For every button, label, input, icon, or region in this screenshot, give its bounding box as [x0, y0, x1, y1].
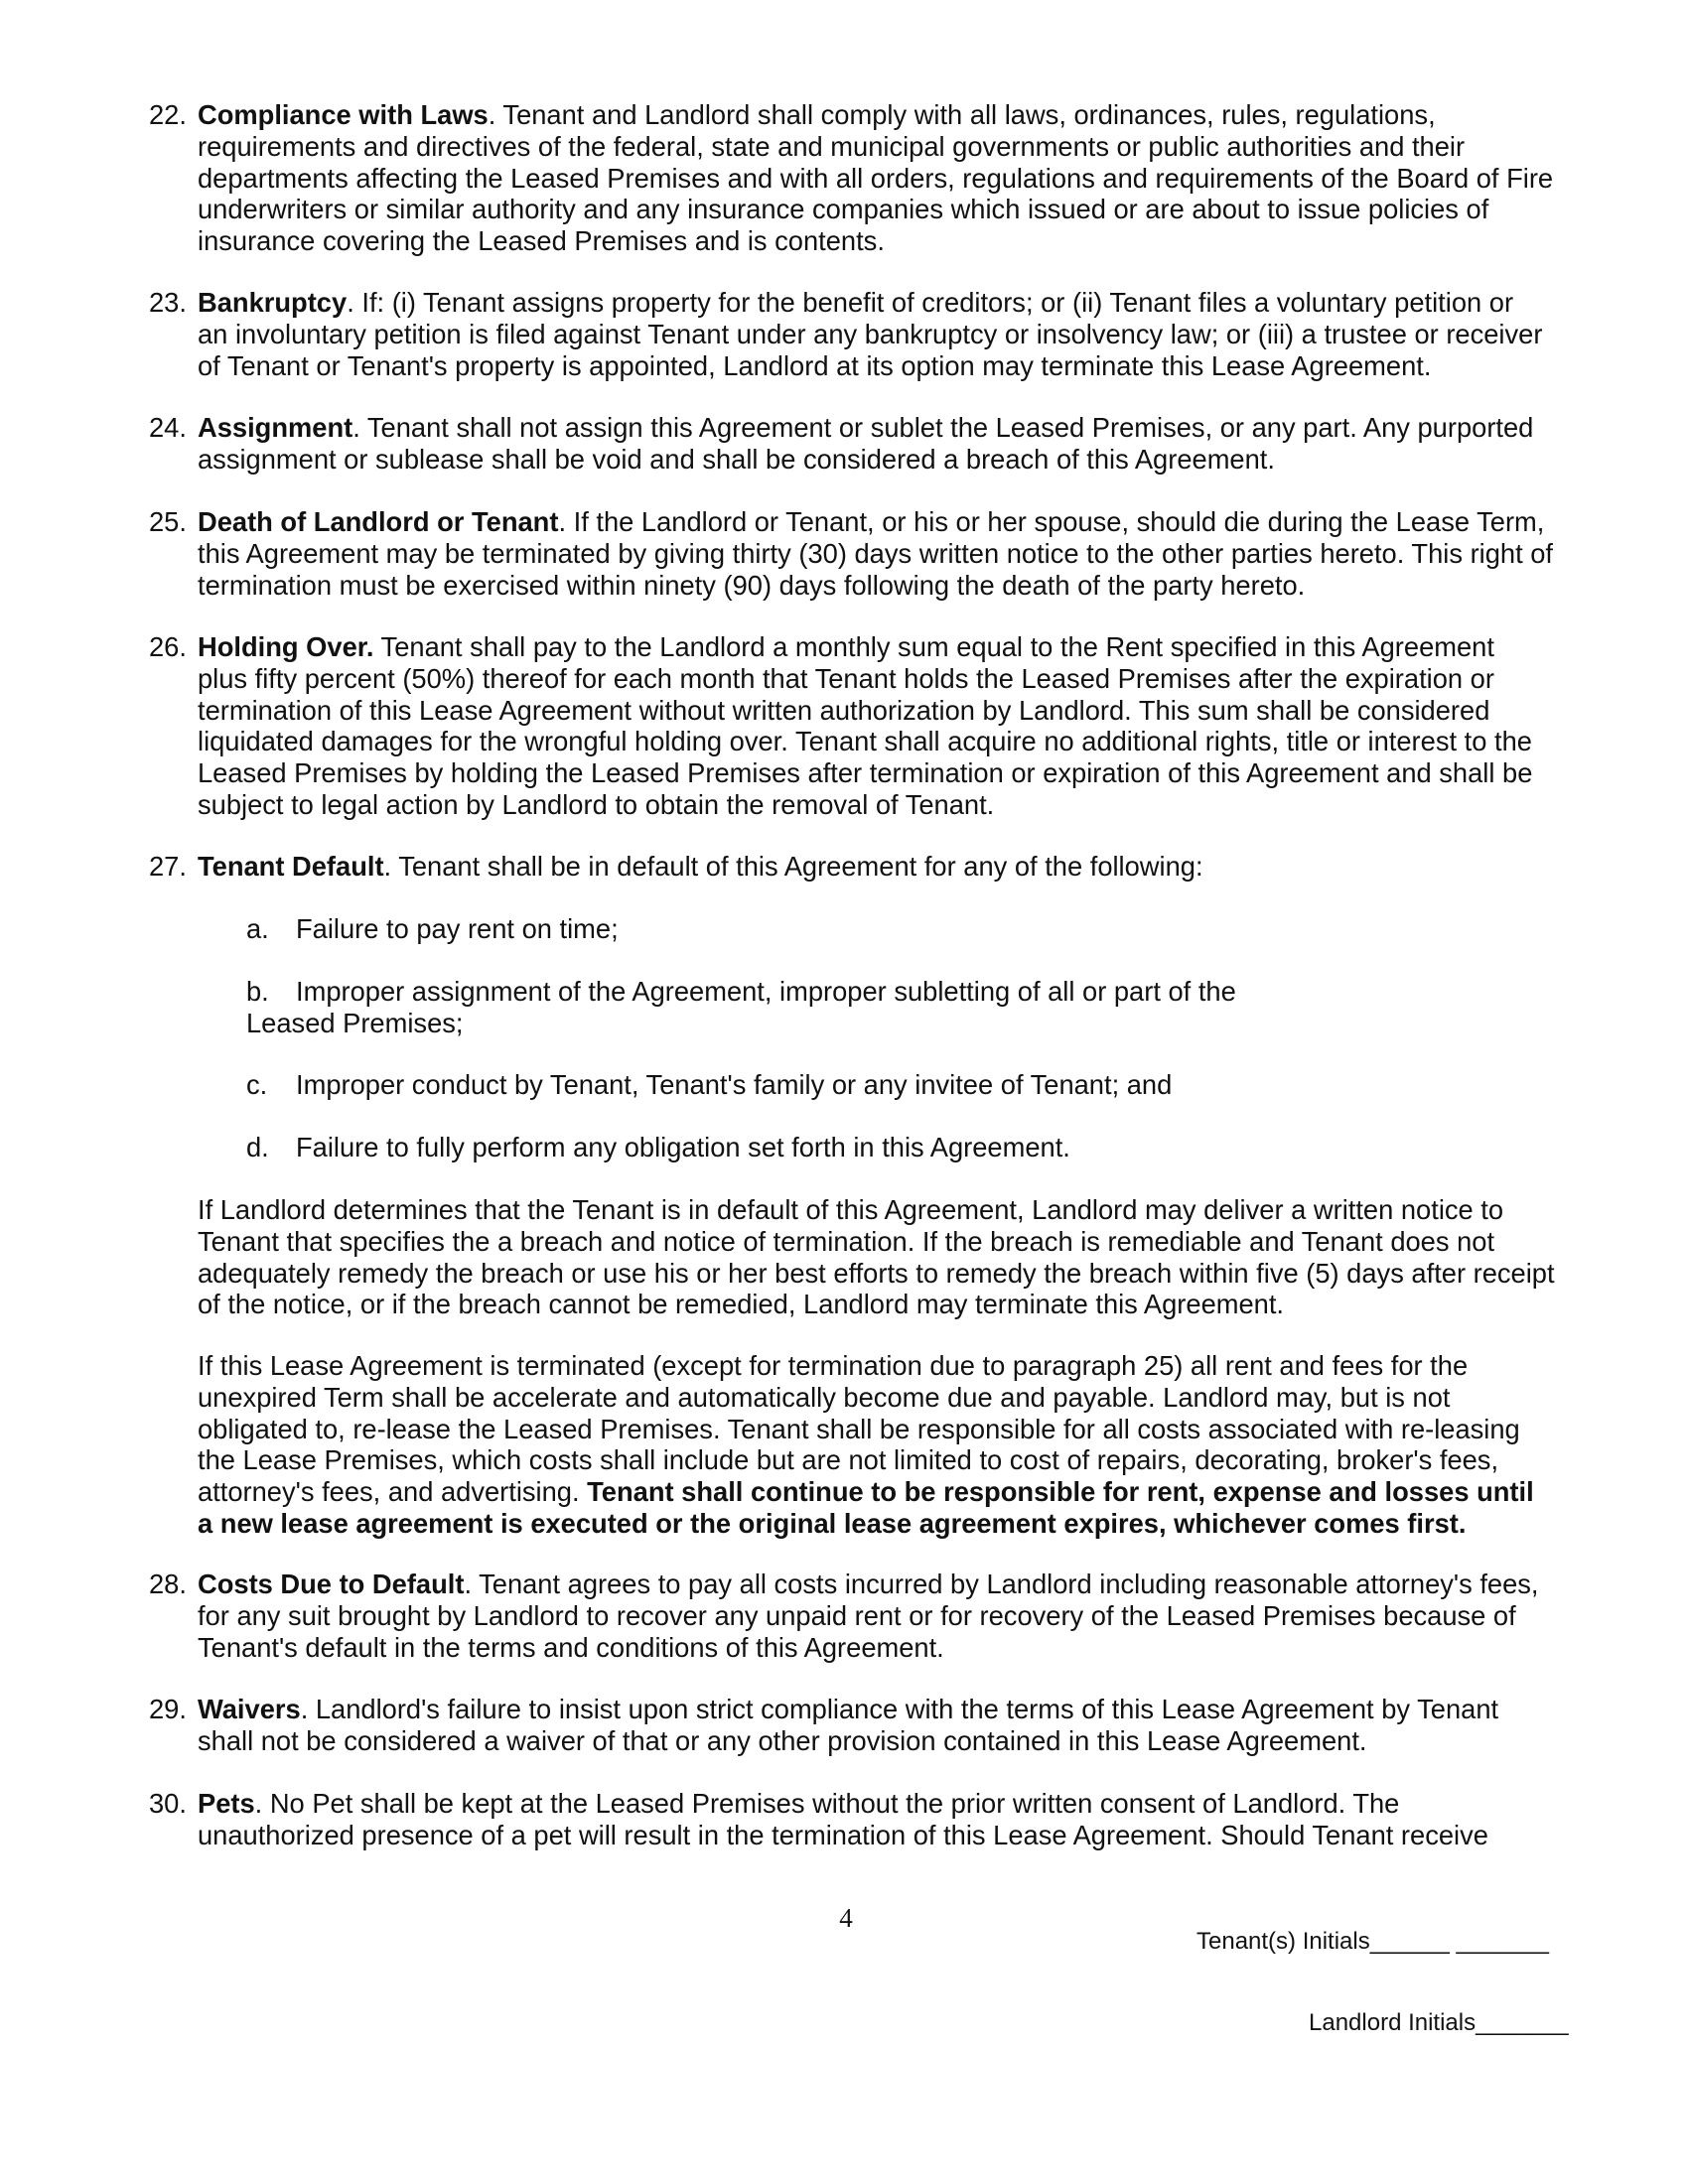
section-number: 24.	[149, 412, 187, 443]
section-number: 25.	[149, 506, 187, 537]
paragraph-line: attorney's fees, and advertising. Tenant shall continue to be responsible for rent, expense and losses until	[198, 1476, 1534, 1508]
item-letter: c.	[246, 1069, 268, 1100]
section-line: Tenant Default. Tenant shall be in default of this Agreement for any of the following:	[198, 851, 1203, 882]
paragraph-line	[198, 1508, 1588, 1540]
paragraph-line: of the notice, or if the breach cannot be remedied, Landlord may terminate this Agreement.	[198, 1289, 1285, 1320]
section-line: Assignment. Tenant shall not assign this Agreement or sublet the Leased Premises, or any part. Any purported	[198, 412, 1534, 443]
section-body	[198, 506, 1579, 601]
section-body	[198, 851, 1579, 883]
section-line: underwriters or similar authority and any insurance companies which issued or are about to issue policies of	[198, 194, 1489, 225]
section-line: Waivers. Landlord's failure to insist upon strict compliance with the terms of this Lease Agreement by Tenant	[198, 1694, 1499, 1724]
paragraph-line: If Landlord determines that the Tenant is in default of this Agreement, Landlord may deliver a written notice to	[198, 1194, 1504, 1225]
page-number: 4	[839, 1903, 853, 1933]
item-letter: d.	[246, 1132, 269, 1162]
section-body	[198, 99, 1579, 257]
section-heading: Assignment	[198, 412, 353, 443]
section-heading: Costs Due to Default	[198, 1569, 465, 1599]
item-text-continued: Leased Premises;	[246, 1008, 464, 1038]
section-number: 29.	[149, 1694, 187, 1724]
section-line: shall not be considered a waiver of that or any other provision contained in this Lease Agreement.	[198, 1724, 1367, 1756]
paragraph-line: the Lease Premises, which costs shall include but are not limited to cost of repairs, decorating, broker's fees,	[198, 1444, 1499, 1476]
section-line: subject to legal action by Landlord to obtain the removal of Tenant.	[198, 788, 995, 820]
section-line: Bankruptcy. If: (i) Tenant assigns property for the benefit of creditors; or (ii) Tenant files a voluntary petition or	[198, 287, 1514, 318]
section-heading: Death of Landlord or Tenant	[198, 506, 559, 537]
section-body	[198, 1788, 1579, 1851]
section-number: 28.	[149, 1569, 187, 1599]
section-line: plus fifty percent (50%) thereof for each month that Tenant holds the Leased Premises after the expiration or	[198, 662, 1494, 694]
section-line: Tenant's default in the terms and conditions of this Agreement.	[198, 1631, 944, 1663]
section-line: unauthorized presence of a pet will result in the termination of this Lease Agreement. Should Tenant receive	[198, 1819, 1488, 1850]
paragraph-line: obligated to, re-lease the Leased Premises. Tenant shall be responsible for all costs associated with re-leasing	[198, 1413, 1520, 1444]
section-line: Leased Premises by holding the Leased Premises after termination or expiration of this Agreement and shall be	[198, 757, 1533, 789]
landlord-initials-line: Landlord Initials_______	[1309, 2009, 1569, 2036]
section-line: Holding Over. Tenant shall pay to the Landlord a monthly sum equal to the Rent specified in this Agreement	[198, 631, 1494, 662]
section-line: Costs Due to Default. Tenant agrees to pay all costs incurred by Landlord including reasonable attorney's fees,	[198, 1569, 1539, 1599]
section-line: Compliance with Laws. Tenant and Landlord shall comply with all laws, ordinances, rules, regulations,	[198, 99, 1436, 130]
section-line: liquidated damages for the wrongful holding over. Tenant shall acquire no additional rights, title or interest to the	[198, 726, 1532, 757]
termination-paragraph	[198, 1350, 1588, 1540]
paragraph-line: If this Lease Agreement is terminated (except for termination due to paragraph 25) all rent and fees for the	[198, 1350, 1469, 1381]
section-number: 23.	[149, 287, 187, 318]
section-heading: Waivers	[198, 1694, 301, 1724]
item-text: Failure to pay rent on time;	[296, 913, 619, 944]
section-heading: Tenant Default	[198, 851, 384, 882]
default-notice-paragraph	[198, 1194, 1588, 1320]
section-heading: Holding Over.	[198, 631, 374, 662]
section-body	[198, 631, 1579, 821]
bold-clause: a new lease agreement is executed or the original lease agreement expires, whichever comes first.	[198, 1507, 1467, 1539]
section-line: Pets. No Pet shall be kept at the Leased Premises without the prior written consent of Landlord. The	[198, 1788, 1400, 1819]
section-heading: Compliance with Laws	[198, 99, 489, 130]
section-line: termination of this Lease Agreement without written authorization by Landlord. This sum shall be considered	[198, 694, 1490, 726]
section-body	[198, 287, 1579, 381]
item-letter: b.	[246, 976, 269, 1007]
section-line: requirements and directives of the federal, state and municipal governments or public authorities and their	[198, 130, 1466, 162]
section-line: Death of Landlord or Tenant. If the Landlord or Tenant, or his or her spouse, should die during the Lease Term,	[198, 506, 1545, 537]
item-text: Improper conduct by Tenant, Tenant's family or any invitee of Tenant; and	[296, 1069, 1173, 1100]
section-number: 30.	[149, 1788, 187, 1819]
item-text: Improper assignment of the Agreement, improper subletting of all or part of the	[296, 976, 1236, 1007]
tenant-initials-line: Tenant(s) Initials______ _______	[1196, 1928, 1549, 1955]
section-line: for any suit brought by Landlord to recover any unpaid rent or for recovery of the Leased Premises because of	[198, 1599, 1516, 1631]
section-body	[198, 412, 1579, 476]
section-heading: Bankruptcy	[198, 287, 348, 318]
section-number: 22.	[149, 99, 187, 130]
section-line: insurance covering the Leased Premises and is contents.	[198, 225, 885, 257]
section-line: an involuntary petition is filed against Tenant under any bankruptcy or insolvency law; or (iii) a trustee or receiver	[198, 318, 1543, 349]
paragraph-line: adequately remedy the breach or use his or her best efforts to remedy the breach within five (5) days after receipt	[198, 1257, 1555, 1289]
section-body	[198, 1694, 1579, 1757]
bold-clause: Tenant shall continue to be responsible for rent, expense and losses until	[587, 1476, 1534, 1508]
section-line: departments affecting the Leased Premises and with all orders, regulations and requirements of the Board of Fire	[198, 162, 1554, 194]
paragraph-line: unexpired Term shall be accelerate and automatically become due and payable. Landlord may, but is not	[198, 1381, 1451, 1413]
section-heading: Pets	[198, 1788, 255, 1819]
section-line: termination must be exercised within ninety (90) days following the death of the party hereto.	[198, 569, 1306, 601]
item-letter: a.	[246, 913, 269, 944]
item-text: Failure to fully perform any obligation set forth in this Agreement.	[296, 1132, 1070, 1162]
section-number: 26.	[149, 631, 187, 662]
paragraph-line: Tenant that specifies the a breach and notice of termination. If the breach is remediable and Tenant does not	[198, 1225, 1495, 1257]
section-line: of Tenant or Tenant's property is appointed, Landlord at its option may terminate this Lease Agreement.	[198, 349, 1432, 381]
section-body	[198, 1569, 1579, 1663]
section-line: assignment or sublease shall be void and shall be considered a breach of this Agreement.	[198, 443, 1275, 475]
section-line: this Agreement may be terminated by giving thirty (30) days written notice to the other parties hereto. This right of	[198, 537, 1554, 569]
section-number: 27.	[149, 851, 187, 882]
